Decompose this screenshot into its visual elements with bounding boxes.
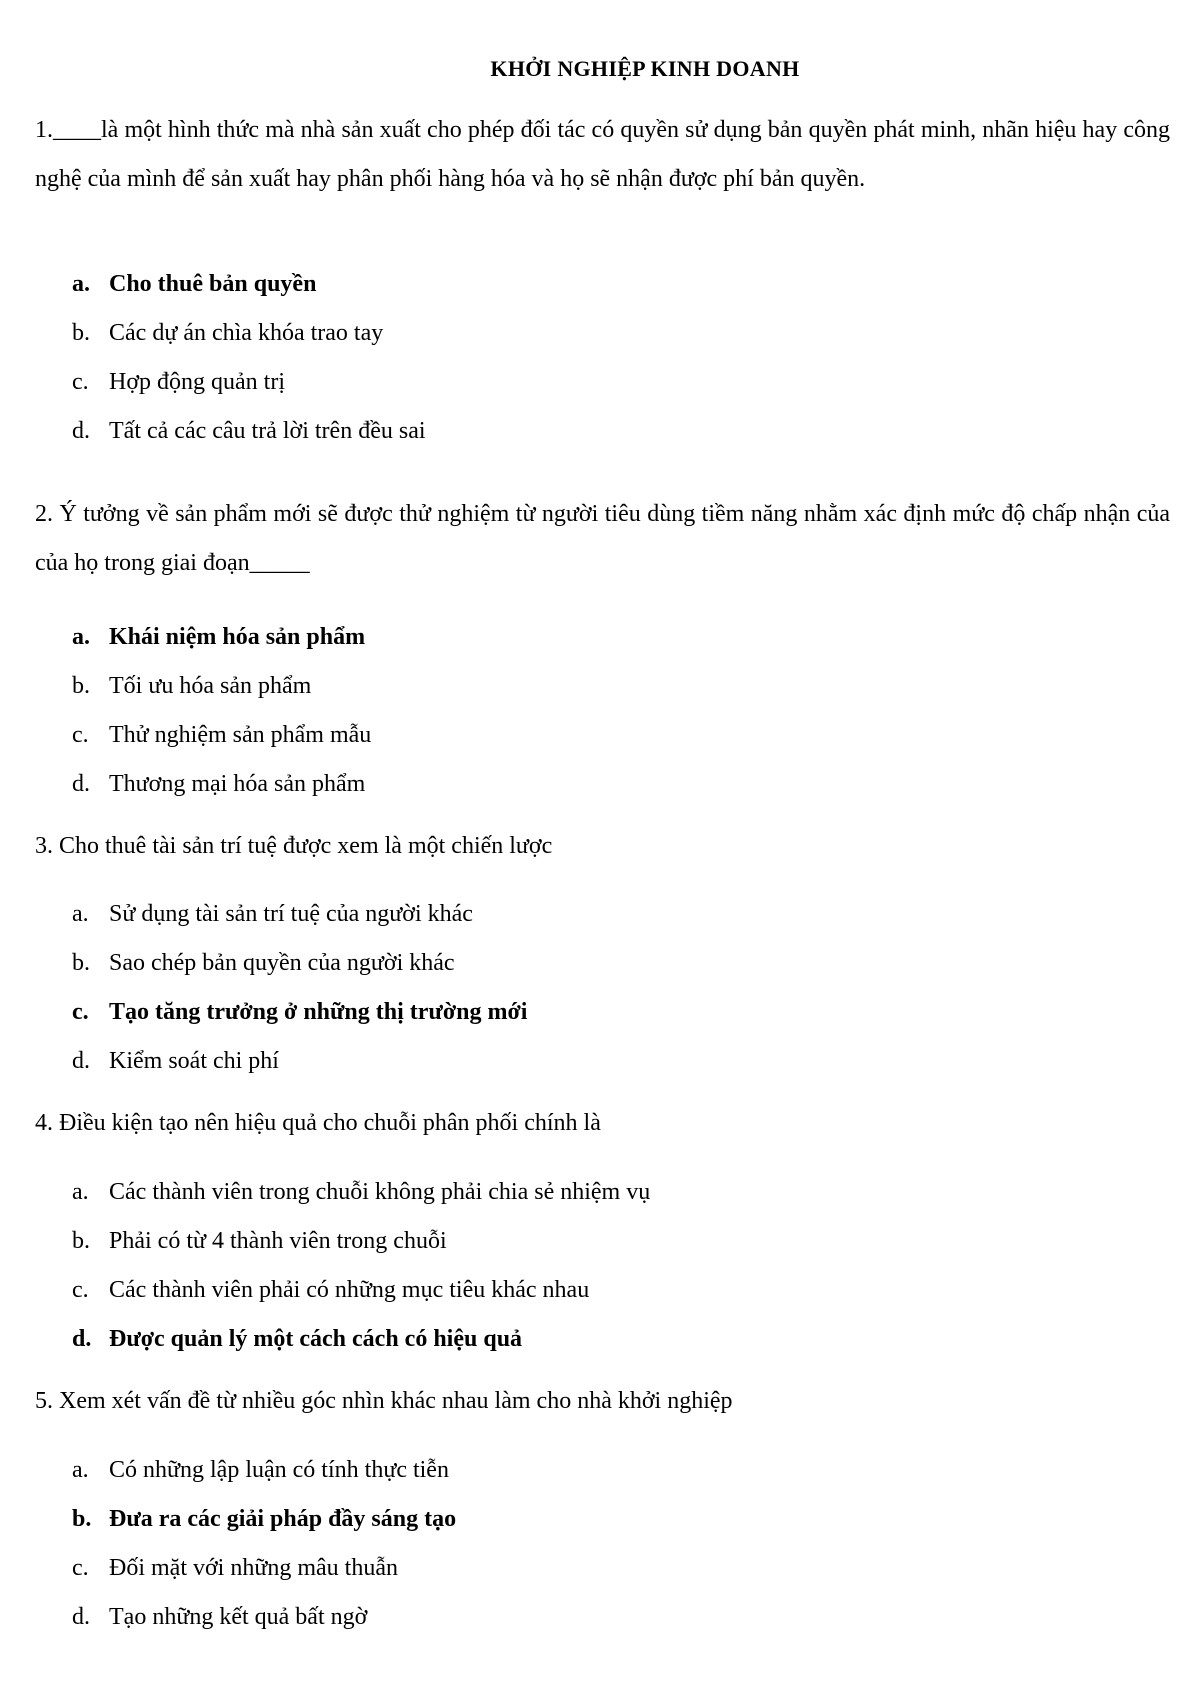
question-3-option-d [72,1037,1162,1086]
option-letter: c. [72,1555,89,1581]
option-text: Đối mặt với những mâu thuẫn [109,1555,398,1581]
question-3-option-a [72,890,1162,939]
question-3-option-c [72,988,1162,1037]
option-text: Khái niệm hóa sản phẩm [109,624,366,650]
option-letter: c. [72,1277,89,1303]
question-1-option-c [72,358,1162,407]
question-4-text: 4. Điều kiện tạo nên hiệu quả cho chuỗi phân phối chính là [35,1110,601,1136]
option-text: Phải có từ 4 thành viên trong chuỗi [109,1228,447,1254]
option-text: Hợp động quản trị [109,369,286,395]
question-4-option-c [72,1266,1162,1315]
question-5-option-b [72,1495,1162,1544]
question-2-options [72,613,1162,809]
option-text: Các dự án chìa khóa trao tay [109,320,384,346]
option-letter: a. [72,271,90,297]
question-1-text: 1.____là một hình thức mà nhà sản xuất cho phép đối tác có quyền sử dụng bản quyền phát minh, nhãn hiệu hay công nghệ của mình để sản xuất hay phân phối hàng hóa và họ sẽ nhận được phí bản quyền. [35,117,1170,192]
option-letter: d. [72,1048,90,1074]
option-text: Tối ưu hóa sản phẩm [109,673,312,699]
option-letter: d. [72,771,90,797]
option-letter: b. [72,950,90,976]
question-5-options [72,1446,1162,1642]
option-text: Thử nghiệm sản phẩm mẫu [109,722,372,748]
option-letter: c. [72,999,89,1025]
question-5-option-a [72,1446,1162,1495]
option-text: Các thành viên trong chuỗi không phải chia sẻ nhiệm vụ [109,1179,651,1205]
question-4-options [72,1168,1162,1364]
option-letter: d. [72,1326,92,1352]
document-title: KHỞI NGHIỆP KINH DOANH [490,56,800,81]
option-letter: c. [72,369,89,395]
option-text: Tất cả các câu trả lời trên đều sai [109,418,426,444]
option-letter: b. [72,1228,90,1254]
option-text: Có những lập luận có tính thực tiễn [109,1457,449,1483]
option-text: Được quản lý một cách cách có hiệu quả [109,1326,523,1352]
question-4-option-b [72,1217,1162,1266]
question-3-text: 3. Cho thuê tài sản trí tuệ được xem là một chiến lược [35,833,553,859]
option-text: Thương mại hóa sản phẩm [109,771,366,797]
question-5-option-c [72,1544,1162,1593]
question-1-option-a [72,260,1162,309]
question-1-options [72,260,1162,456]
question-4-option-a [72,1168,1162,1217]
question-3-options [72,890,1162,1086]
question-1-option-d [72,407,1162,456]
option-letter: c. [72,722,89,748]
question-2-option-c [72,711,1162,760]
option-letter: b. [72,320,90,346]
option-letter: b. [72,673,90,699]
question-4-option-d [72,1315,1162,1364]
question-2-option-a [72,613,1162,662]
option-text: Kiểm soát chi phí [109,1048,279,1074]
option-text: Sử dụng tài sản trí tuệ của người khác [109,901,473,927]
option-text: Tạo tăng trưởng ở những thị trường mới [109,999,528,1025]
option-text: Đưa ra các giải pháp đầy sáng tạo [109,1506,457,1532]
option-text: Cho thuê bản quyền [109,271,317,297]
question-5-text: 5. Xem xét vấn đề từ nhiều góc nhìn khác nhau làm cho nhà khởi nghiệp [35,1388,733,1414]
question-5-option-d [72,1593,1162,1642]
option-letter: d. [72,1604,90,1630]
option-text: Tạo những kết quả bất ngờ [109,1604,368,1630]
question-3-option-b [72,939,1162,988]
question-2-text: 2. Ý tưởng về sản phẩm mới sẽ được thử nghiệm từ người tiêu dùng tiềm năng nhằm xác định mức độ chấp nhận của của họ trong giai đoạn_____ [35,501,1170,576]
question-1-option-b [72,309,1162,358]
option-letter: a. [72,1179,89,1205]
question-2-option-d [72,760,1162,809]
option-letter: a. [72,1457,89,1483]
option-text: Sao chép bản quyền của người khác [109,950,455,976]
option-letter: a. [72,624,90,650]
question-2-option-b [72,662,1162,711]
option-letter: a. [72,901,89,927]
option-letter: b. [72,1506,92,1532]
option-letter: d. [72,418,90,444]
option-text: Các thành viên phải có những mục tiêu khác nhau [109,1277,590,1303]
